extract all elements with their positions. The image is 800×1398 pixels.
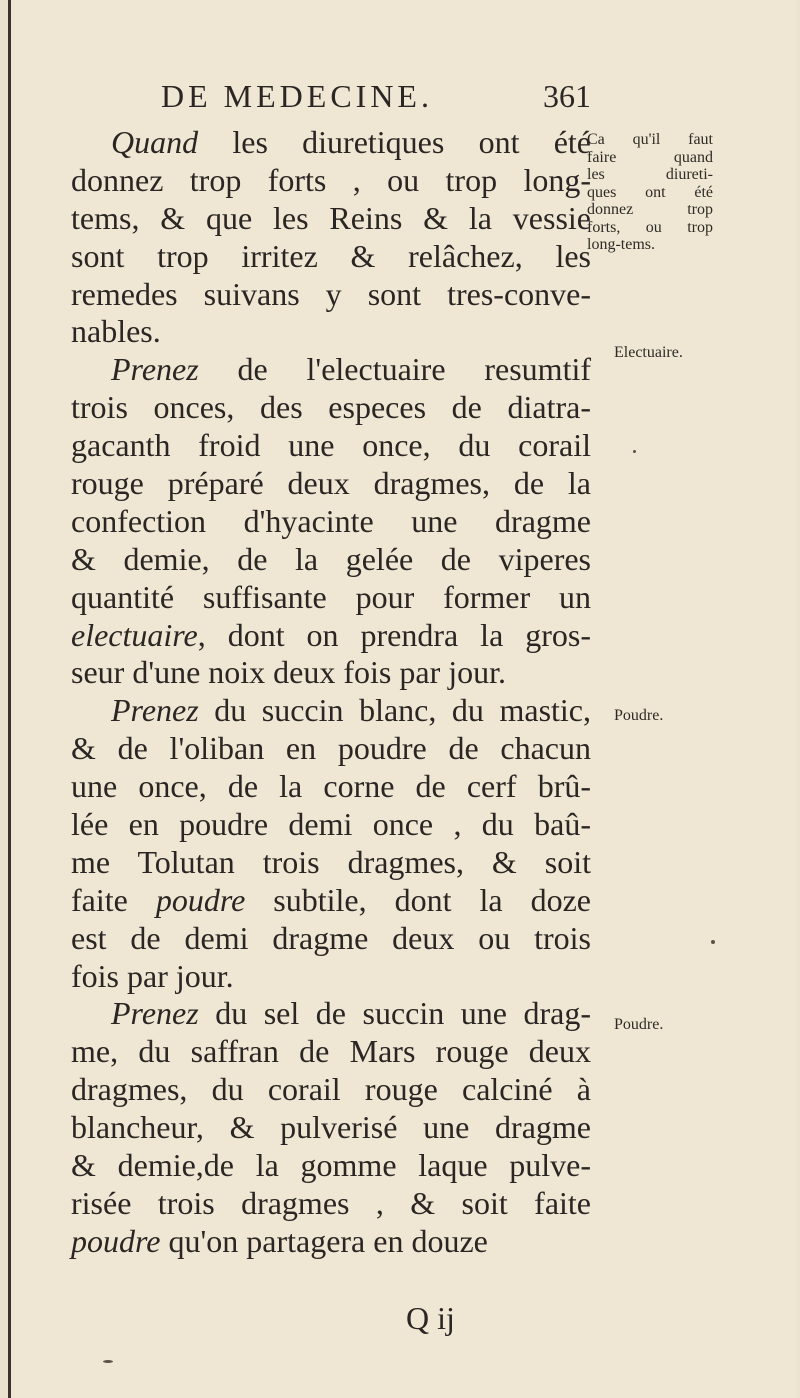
text-run: rouge préparé deux dragmes, de la [71,465,591,502]
text-line [71,238,591,276]
signature-mark: Q ij [406,1300,455,1336]
text-line [71,1071,591,1109]
text-run: remedes suivans y sont tres-conve- [71,275,591,312]
margin-note-line: Ca qu'il faut [587,131,713,148]
paper-speck [711,940,715,944]
margin-note-poudre-2 [614,1016,663,1034]
text-line [71,654,591,692]
text-run: qu'on partagera en douze [160,1222,488,1259]
margin-note-line: faire quand [587,148,713,166]
text-run: du succin blanc, du mastic, [198,692,591,729]
text-run: quantité suffisante pour former un [71,578,591,615]
text-run: & de l'oliban en poudre de chacun [71,730,591,767]
book-page [8,0,797,1398]
text-run: une once, de la corne de cerf brû- [71,768,591,805]
text-line [71,351,591,389]
italic-term: electuaire [71,616,198,653]
italic-term: Prenez [111,351,199,388]
italic-term: Prenez [111,995,199,1032]
text-line [71,124,591,162]
text-run: me, du saffran de Mars rouge deux [71,1033,591,1070]
text-run: sont trop irritez & relâchez, les [71,237,591,274]
margin-note-line: donnez trop [587,201,713,218]
text-line [71,1185,591,1223]
margin-note-line: ques ont été [587,183,713,201]
text-line [71,995,591,1033]
margin-note-poudre-1 [614,707,663,725]
text-line [71,541,591,579]
text-line [71,882,591,920]
margin-note-line: Poudre. [614,1016,664,1033]
text-run: me Tolutan trois dragmes, & soit [71,843,591,880]
margin-note-line: les diureti- [587,166,713,183]
text-run: faite [71,881,156,918]
text-run: trois onces, des especes de diatra- [71,389,591,426]
text-line [71,389,591,427]
italic-term: Quand [111,124,199,160]
italic-term: Prenez [111,692,199,729]
text-line [71,427,591,465]
text-run: blancheur, & pulverisé une dragme [71,1109,591,1146]
text-line [71,844,591,882]
text-line [71,503,591,541]
text-run: & demie, de la gelée de viperes [71,540,591,577]
margin-note-line: forts, ou trop [587,218,713,236]
page-number: 361 [543,78,591,114]
text-run: est de demi dragme deux ou trois [71,919,591,956]
text-line [71,465,591,503]
text-run: , dont on prendra la gros- [197,616,591,653]
text-run: subtile, dont la doze [245,881,592,918]
running-title: DE MEDECINE. [161,78,433,114]
text-run: seur d'une noix deux fois par jour. [71,654,507,691]
italic-term: poudre [155,881,246,918]
margin-note-line: Electuaire. [614,344,683,361]
text-line [71,162,591,200]
paper-speck [633,450,636,453]
text-line [71,1147,591,1185]
page-header [161,78,591,126]
text-line [71,730,591,768]
text-line [71,1033,591,1071]
text-run: risée trois dragmes , & soit faite [71,1184,591,1221]
italic-term: poudre [71,1222,161,1259]
margin-note-diuretics [587,131,713,254]
text-run: tems, & que les Reins & la vessie [71,199,591,236]
text-line [71,958,591,996]
margin-note-electuaire [614,344,683,362]
text-line [71,313,591,351]
paper-speck [103,1360,113,1363]
text-run: dragmes, du corail rouge calciné à [71,1071,591,1108]
text-line [71,200,591,238]
text-line [71,768,591,806]
text-line [71,1109,591,1147]
text-run: fois par jour. [71,957,234,994]
text-line [71,692,591,730]
text-run: donnez trop forts , ou trop long- [71,161,591,198]
text-line [71,806,591,844]
main-text [71,124,591,1261]
text-run: nables. [71,313,161,350]
text-run: confection d'hyacinte une dragme [71,502,591,539]
text-run: gacanth froid une once, du corail [71,427,591,464]
text-line [71,276,591,314]
text-run: lée en poudre demi once , du baû- [71,806,591,843]
text-line [71,617,591,655]
text-line [71,920,591,958]
text-run: les diuretiques ont été [198,124,591,160]
margin-note-line: long-tems. [587,236,655,253]
margin-note-line: Poudre. [614,707,664,724]
text-run: du sel de succin une drag- [198,995,591,1032]
text-line [71,1223,591,1261]
text-run: & demie,de la gomme laque pulve- [71,1147,591,1184]
text-run: de l'electuaire resumtif [198,351,591,388]
text-line [71,579,591,617]
